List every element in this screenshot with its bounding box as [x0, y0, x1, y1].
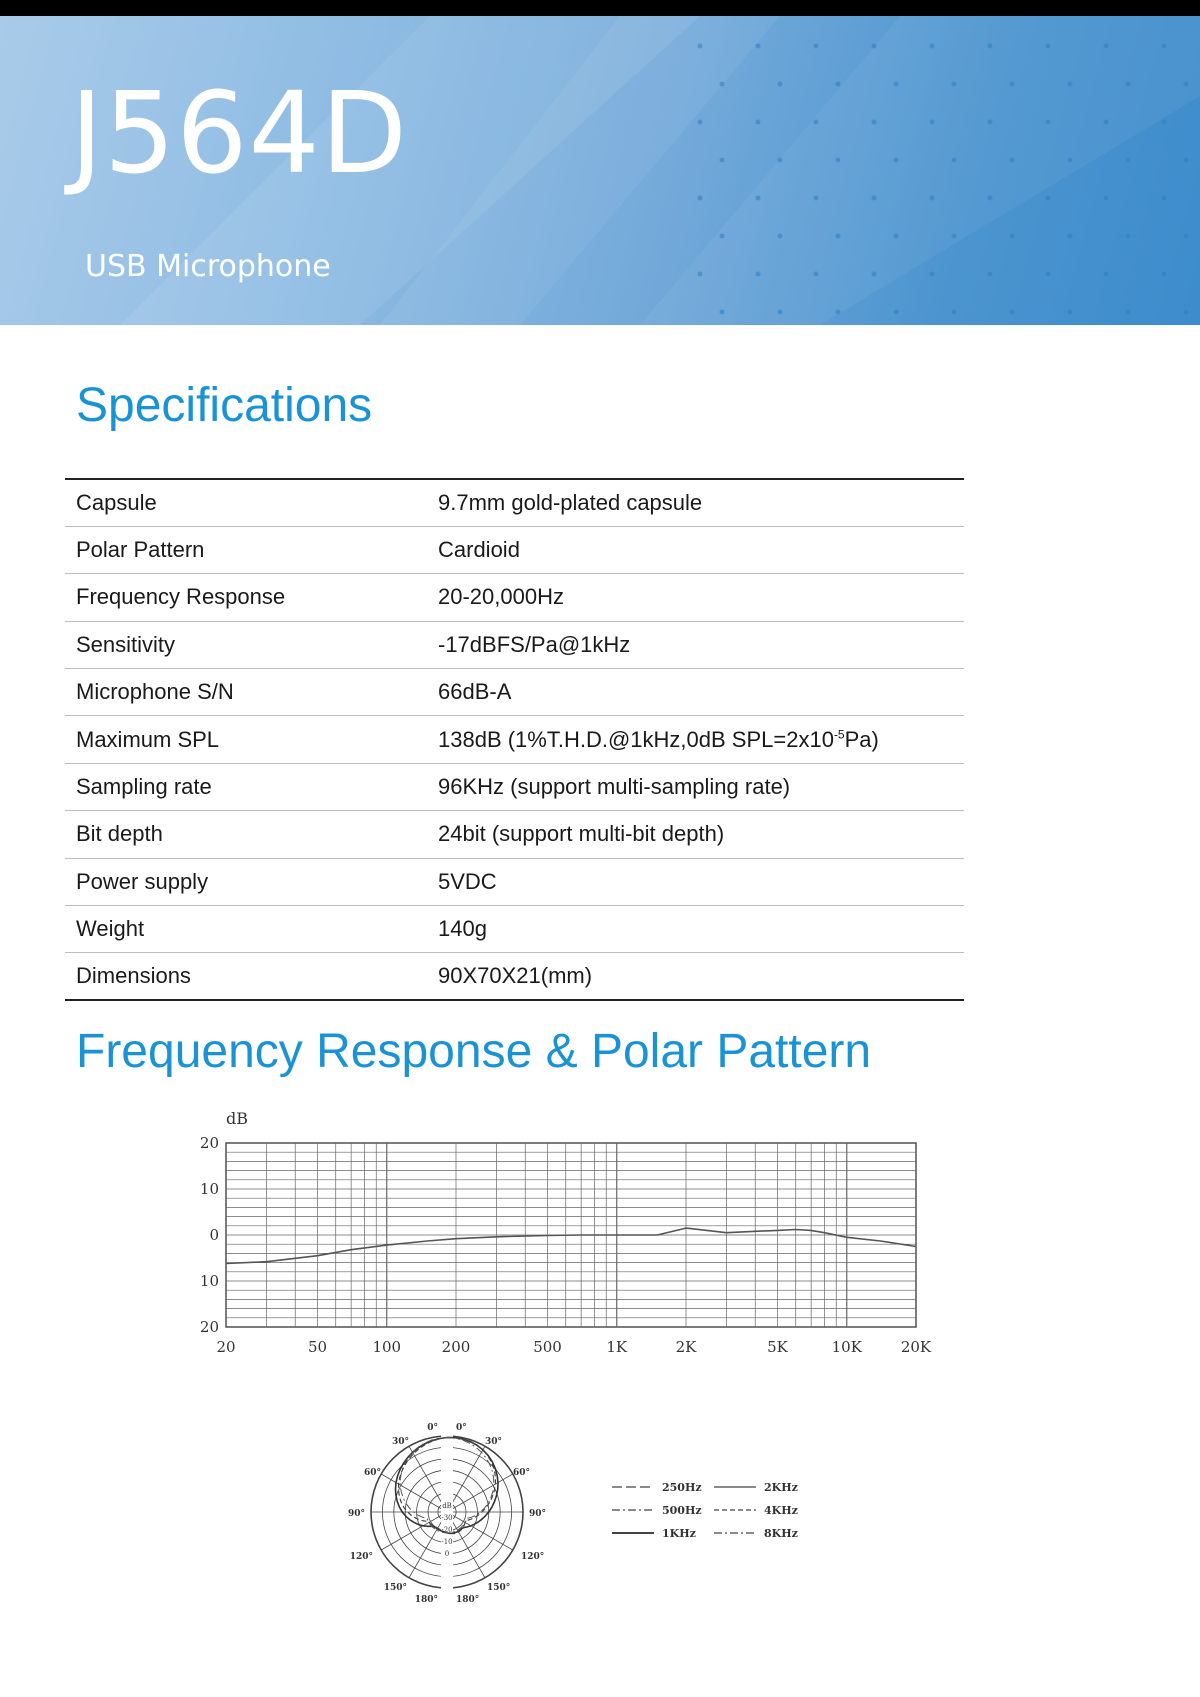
y-tick-label: 20: [199, 1318, 219, 1336]
polar-angle-label: 0°: [427, 1423, 438, 1433]
x-tick-label: 100: [372, 1338, 402, 1356]
spec-row: [65, 716, 964, 763]
spec-label: Maximum SPL: [65, 716, 427, 763]
frequency-response-chart: [190, 1105, 950, 1380]
polar-angle-label: 60°: [363, 1468, 381, 1478]
spec-value: 140g: [427, 906, 964, 953]
spec-label: Polar Pattern: [65, 526, 427, 573]
polar-db-label: 0: [444, 1550, 450, 1558]
spec-value: 96KHz (support multi-sampling rate): [427, 763, 964, 810]
polar-pattern-chart: [340, 1415, 580, 1610]
spec-value: 5VDC: [427, 858, 964, 905]
specifications-table: [65, 478, 964, 1001]
spec-row: [65, 906, 964, 953]
spec-label: Sensitivity: [65, 621, 427, 668]
polar-db-label: -10: [441, 1538, 453, 1546]
legend-label: 1KHz: [662, 1527, 696, 1540]
polar-angle-label: 90°: [529, 1509, 547, 1519]
x-tick-label: 2K: [675, 1338, 697, 1356]
top-bar: [0, 0, 1200, 16]
polar-angle-label: 30°: [485, 1437, 503, 1447]
header-banner: [0, 16, 1200, 325]
spec-label: Dimensions: [65, 953, 427, 1000]
spec-label: Sampling rate: [65, 763, 427, 810]
polar-angle-label: 150°: [383, 1583, 407, 1593]
polar-axis-strip: [441, 1434, 453, 1590]
polar-angle-label: 30°: [391, 1437, 409, 1447]
polar-grid: [371, 1434, 523, 1590]
legend-label: 250Hz: [662, 1481, 702, 1494]
legend-label: 8KHz: [764, 1527, 798, 1540]
model-title: J564D: [70, 69, 409, 199]
polar-angle-label: 180°: [414, 1595, 438, 1605]
spec-row: [65, 858, 964, 905]
polar-angle-label: 60°: [513, 1468, 531, 1478]
spec-label: Weight: [65, 906, 427, 953]
polar-angle-label: 180°: [456, 1595, 480, 1605]
polar-angle-label: 120°: [349, 1552, 373, 1562]
y-tick-label: 0: [209, 1226, 219, 1244]
chart-series: [226, 1228, 916, 1263]
polar-legend: [612, 1472, 812, 1547]
x-tick-label: 500: [533, 1338, 562, 1356]
spec-row: [65, 526, 964, 573]
x-tick-label: 5K: [767, 1338, 788, 1356]
x-tick-label: 200: [441, 1338, 471, 1356]
spec-label: Capsule: [65, 479, 427, 526]
spec-value: 66dB-A: [427, 669, 964, 716]
polar-spoke: [381, 1474, 447, 1512]
spec-label: Power supply: [65, 858, 427, 905]
spec-value: Cardioid: [427, 526, 964, 573]
response-curve: [226, 1228, 916, 1263]
specifications-heading: Specifications: [76, 379, 373, 432]
polar-db-label: -30: [441, 1514, 453, 1522]
spec-label: Frequency Response: [65, 574, 427, 621]
x-tick-label: 20: [216, 1338, 236, 1356]
spec-value: 9.7mm gold-plated capsule: [427, 479, 964, 526]
spec-row: [65, 811, 964, 858]
x-tick-label: 1K: [606, 1338, 628, 1356]
y-tick-label: 10: [199, 1180, 219, 1198]
polar-spoke: [447, 1512, 513, 1550]
polar-db-label: dB: [442, 1502, 452, 1510]
spec-row: [65, 953, 964, 1000]
spec-row: [65, 763, 964, 810]
spec-row: [65, 574, 964, 621]
spec-value: 24bit (support multi-bit depth): [427, 811, 964, 858]
frequency-polar-heading: Frequency Response & Polar Pattern: [76, 1025, 872, 1078]
spec-label: Bit depth: [65, 811, 427, 858]
x-tick-label: 20K: [900, 1338, 932, 1356]
polar-angle-label: 0°: [456, 1423, 467, 1433]
polar-db-label: -20: [441, 1526, 453, 1534]
x-tick-label: 50: [307, 1338, 328, 1356]
spec-value-exponent: -5: [833, 727, 845, 742]
spec-value-text: 138dB (1%T.H.D.@1kHz,0dB SPL=2x10: [438, 726, 834, 752]
spec-value: 20-20,000Hz: [427, 574, 964, 621]
spec-value: [427, 716, 964, 763]
spec-label: Microphone S/N: [65, 669, 427, 716]
polar-angle-label: 90°: [347, 1509, 365, 1519]
legend-label: 2KHz: [764, 1481, 798, 1494]
y-tick-label: 20: [199, 1134, 219, 1152]
polar-angle-label: 150°: [487, 1583, 511, 1593]
spec-value-unit: Pa): [844, 726, 879, 752]
polar-spoke: [447, 1474, 513, 1512]
x-tick-label: 10K: [831, 1338, 862, 1356]
legend-label: 4KHz: [764, 1504, 798, 1517]
spec-value: -17dBFS/Pa@1kHz: [427, 621, 964, 668]
polar-angle-label: 120°: [521, 1552, 545, 1562]
y-tick-label: 10: [199, 1272, 219, 1290]
legend-label: 500Hz: [662, 1504, 702, 1517]
spec-row: [65, 669, 964, 716]
spec-row: [65, 479, 964, 526]
y-axis-label: dB: [226, 1109, 248, 1128]
spec-row: [65, 621, 964, 668]
spec-value: 90X70X21(mm): [427, 953, 964, 1000]
product-subtitle: USB Microphone: [85, 249, 331, 284]
